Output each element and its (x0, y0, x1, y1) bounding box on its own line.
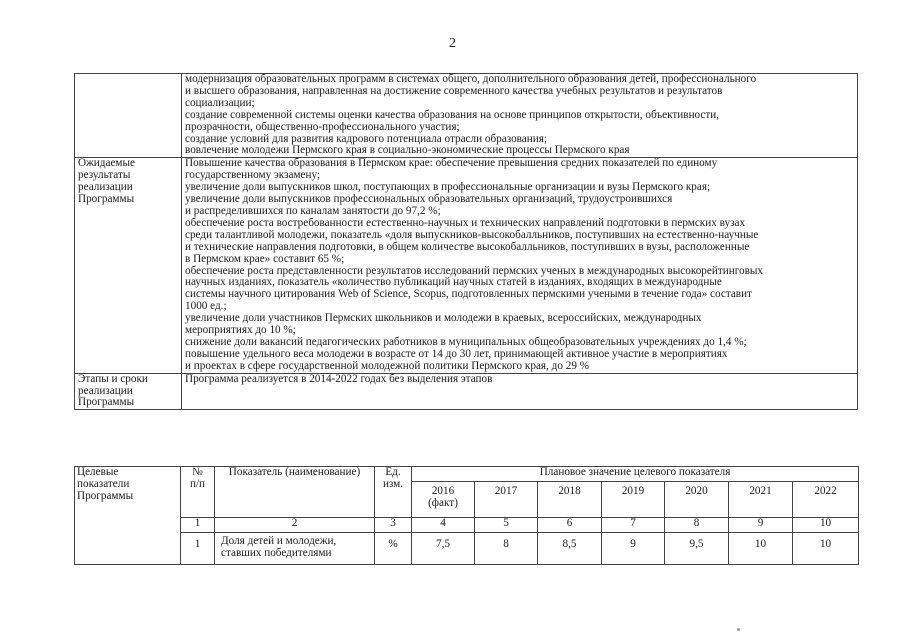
result-line: увеличение доли выпускников школ, поступающих в профессиональные организации и вузы Пермского края; (185, 181, 711, 194)
result-line: среди талантливой молодежи, показатель «доля выпускников-высокобалльников, поступивших на естественно-научные (185, 228, 759, 241)
label-line: показатели (77, 477, 130, 490)
label-line: Программы (78, 396, 135, 409)
result-line: и технические направления подготовки, в общем количестве высокобалльников, поступивших в вузы, расположенные (185, 240, 750, 253)
goals-line: социализации; (185, 96, 255, 109)
indicator-value: 10 (793, 533, 859, 565)
column-number: 6 (538, 518, 602, 533)
year-header-2022: 2022 (793, 482, 859, 518)
page-number: 2 (449, 36, 456, 51)
col-name-header: Показатель (наименование) (215, 467, 375, 518)
indicator-value: 10 (729, 533, 793, 565)
label-line: Программы (77, 489, 134, 502)
column-number: 10 (793, 518, 859, 533)
header-line: № (192, 466, 203, 478)
result-line: Повышение качества образования в Пермском крае: обеспечение превышения средних показателей по единому (185, 157, 718, 170)
stages-row (75, 373, 858, 410)
column-number: 3 (375, 518, 412, 533)
result-line: научных изданиях, показатель «количество публикаций научных статей в изданиях, входящих в международные (185, 276, 722, 289)
year-header-2017: 2017 (475, 482, 538, 518)
year-header-2018: 2018 (538, 482, 602, 518)
header-line: изм. (382, 477, 404, 490)
year-header-2020: 2020 (665, 482, 729, 518)
label-line: реализации (78, 384, 133, 397)
label-line: Этапы и сроки (78, 372, 148, 385)
column-number: 5 (475, 518, 538, 533)
expected-results-text (182, 158, 858, 373)
result-line: государственному экзамену; (185, 169, 321, 182)
indicator-name-line: ставших победителями (221, 546, 332, 559)
column-number: 4 (412, 518, 475, 533)
result-line: в Пермском крае» составит 65 %; (185, 252, 345, 265)
year-header-2019: 2019 (602, 482, 665, 518)
label-line: результаты (78, 169, 131, 182)
result-line: системы научного цитирования Web of Science, Scopus, подготовленных пермскими учеными в течение года» составит (185, 288, 752, 301)
goals-text-cell (182, 74, 858, 158)
goals-line: модернизация образовательных программ в системах общего, дополнительного образования детей, профессионального (185, 73, 757, 85)
label-line: реализации (78, 181, 133, 194)
indicator-value: 9 (602, 533, 665, 565)
scan-speck (737, 628, 740, 631)
label-line: Ожидаемые (78, 157, 135, 170)
target-indicators-table (74, 466, 859, 565)
planned-value-header: Плановое значение целевого показателя (412, 467, 859, 482)
indicator-num: 1 (181, 533, 215, 565)
column-number: 1 (181, 518, 215, 533)
goals-line: вовлечение молодежи Пермского края в социально-экономические процессы Пермского края (185, 144, 630, 157)
result-line: увеличение доли участников Пермских школьников и молодежи в краевых, всероссийских, международных (185, 312, 702, 325)
label-line: Программы (78, 193, 135, 206)
result-line: повышение удельного веса молодежи в возрасте от 14 до 30 лет, принимающей активное участие в мероприятиях (185, 347, 728, 360)
label-line: Целевые (77, 466, 119, 478)
indicator-name (215, 533, 375, 565)
indicator-value: 8,5 (538, 533, 602, 565)
goals-line: прозрачности, общественно-профессионального участия; (185, 120, 460, 133)
indicator-name-line: Доля детей и молодежи, (221, 535, 337, 547)
result-line: обеспечение роста представленности результатов исследований пермских ученых в международных высокорейтинговых (185, 264, 763, 277)
column-numbers-row (75, 518, 859, 533)
goals-line: создание условий для развития кадрового потенциала отрасли образования; (185, 132, 547, 145)
goals-label-cell (75, 74, 182, 158)
indicator-value: 9,5 (665, 533, 729, 565)
result-line: увеличение доли выпускников профессиональных образовательных организаций, трудоустроившихся (185, 193, 673, 206)
year-line: 2016 (431, 485, 455, 497)
column-number: 9 (729, 518, 793, 533)
result-line: мероприятиях до 10 %; (185, 324, 296, 337)
goals-line: создание современной системы оценки качества образования на основе принципов открытости, объективности, (185, 108, 720, 121)
year-line: (факт) (428, 496, 458, 509)
col-num-header (181, 467, 215, 518)
indicator-value: 8 (475, 533, 538, 565)
year-header-2021: 2021 (729, 482, 793, 518)
header-line: п/п (189, 477, 206, 490)
stages-label (75, 373, 182, 410)
goals-row (75, 74, 858, 158)
col-unit-header (375, 467, 412, 518)
header-line: Ед. (385, 466, 401, 478)
expected-results-label (75, 158, 182, 373)
result-line: и проектах в сфере государственной молодежной политики Пермского края, до 29 % (185, 359, 590, 372)
stages-text: Программа реализуется в 2014-2022 годах без выделения этапов (182, 373, 858, 410)
year-header-2016 (412, 482, 475, 518)
result-line: снижение доли вакансий педагогических работников в муниципальных общеобразовательных учреждениях до 1,4 %; (185, 335, 747, 348)
result-line: 1000 ед.; (185, 300, 227, 313)
indicator-value: 7,5 (412, 533, 475, 565)
column-number: 7 (602, 518, 665, 533)
result-line: и распределившихся по каналам занятости до 97,2 %; (185, 204, 441, 217)
column-number: 2 (215, 518, 375, 533)
result-line: обеспечение роста востребованности естественно-научных и технических направлений подготовки в пермских вузах (185, 216, 746, 229)
program-passport-table (74, 73, 858, 410)
indicators-label-cell (75, 467, 181, 565)
indicators-header-row (75, 467, 859, 482)
expected-results-row (75, 158, 858, 373)
indicator-unit: % (375, 533, 412, 565)
goals-line: и высшего образования, направленная на достижение современного качества учебных результатов и результатов (185, 84, 723, 97)
indicator-row (75, 533, 859, 565)
column-number: 8 (665, 518, 729, 533)
